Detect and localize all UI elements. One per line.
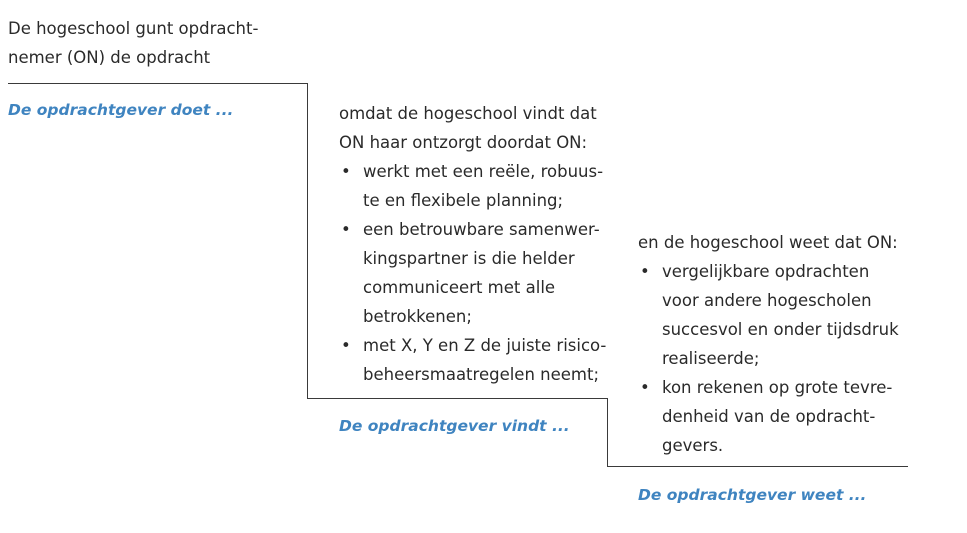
bullet-line: communiceert met alle bbox=[363, 278, 556, 297]
bullet-line: gevers. bbox=[662, 436, 724, 455]
bullet-line: • kon rekenen op grote tevre- bbox=[662, 378, 893, 397]
step2-riser-line bbox=[607, 398, 608, 467]
column2-bullet-list bbox=[339, 157, 606, 389]
column2-intro-line1: omdat de hogeschool vindt dat bbox=[339, 104, 597, 123]
column3-bullet-list bbox=[638, 257, 899, 460]
bullet-line: • een betrouwbare samenwer- bbox=[363, 220, 600, 239]
column1-body bbox=[8, 14, 258, 72]
column1-caption: De opdrachtgever doet ... bbox=[8, 101, 234, 119]
column2-intro-line2: ON haar ontzorgt doordat ON: bbox=[339, 133, 588, 152]
bullet-line: kingspartner is die helder bbox=[363, 249, 575, 268]
column2-bullet-item bbox=[339, 157, 606, 215]
column3-body bbox=[638, 228, 899, 460]
column2-bullet-item bbox=[339, 331, 606, 389]
bullet-line: realiseerde; bbox=[662, 349, 760, 368]
column2-bullet-item bbox=[339, 215, 606, 331]
column2-caption: De opdrachtgever vindt ... bbox=[339, 417, 570, 435]
bullet-line: voor andere hogescholen bbox=[662, 291, 872, 310]
step1-top-line bbox=[8, 83, 308, 84]
bullet-line: te en flexibele planning; bbox=[363, 191, 564, 210]
bullet-line: succesvol en onder tijdsdruk bbox=[662, 320, 899, 339]
column3-intro-line1: en de hogeschool weet dat ON: bbox=[638, 233, 898, 252]
bullet-line: betrokkenen; bbox=[363, 307, 472, 326]
bullet-line: • met X, Y en Z de juiste risico- bbox=[363, 336, 607, 355]
bullet-line: beheersmaatregelen neemt; bbox=[363, 365, 600, 384]
column3-bullet-item bbox=[638, 373, 899, 460]
column1-body-line2: nemer (ON) de opdracht bbox=[8, 48, 211, 67]
column3-bullet-item bbox=[638, 257, 899, 373]
bullet-line: • werkt met een reële, robuus- bbox=[363, 162, 604, 181]
column3-caption: De opdrachtgever weet ... bbox=[638, 486, 867, 504]
column2-body bbox=[339, 99, 606, 389]
column1-body-line1: De hogeschool gunt opdracht- bbox=[8, 19, 259, 38]
step1-riser-line bbox=[307, 83, 308, 399]
step2-top-line bbox=[307, 398, 608, 399]
bullet-line: denheid van de opdracht- bbox=[662, 407, 876, 426]
step3-top-line bbox=[607, 466, 908, 467]
bullet-line: • vergelijkbare opdrachten bbox=[662, 262, 870, 281]
